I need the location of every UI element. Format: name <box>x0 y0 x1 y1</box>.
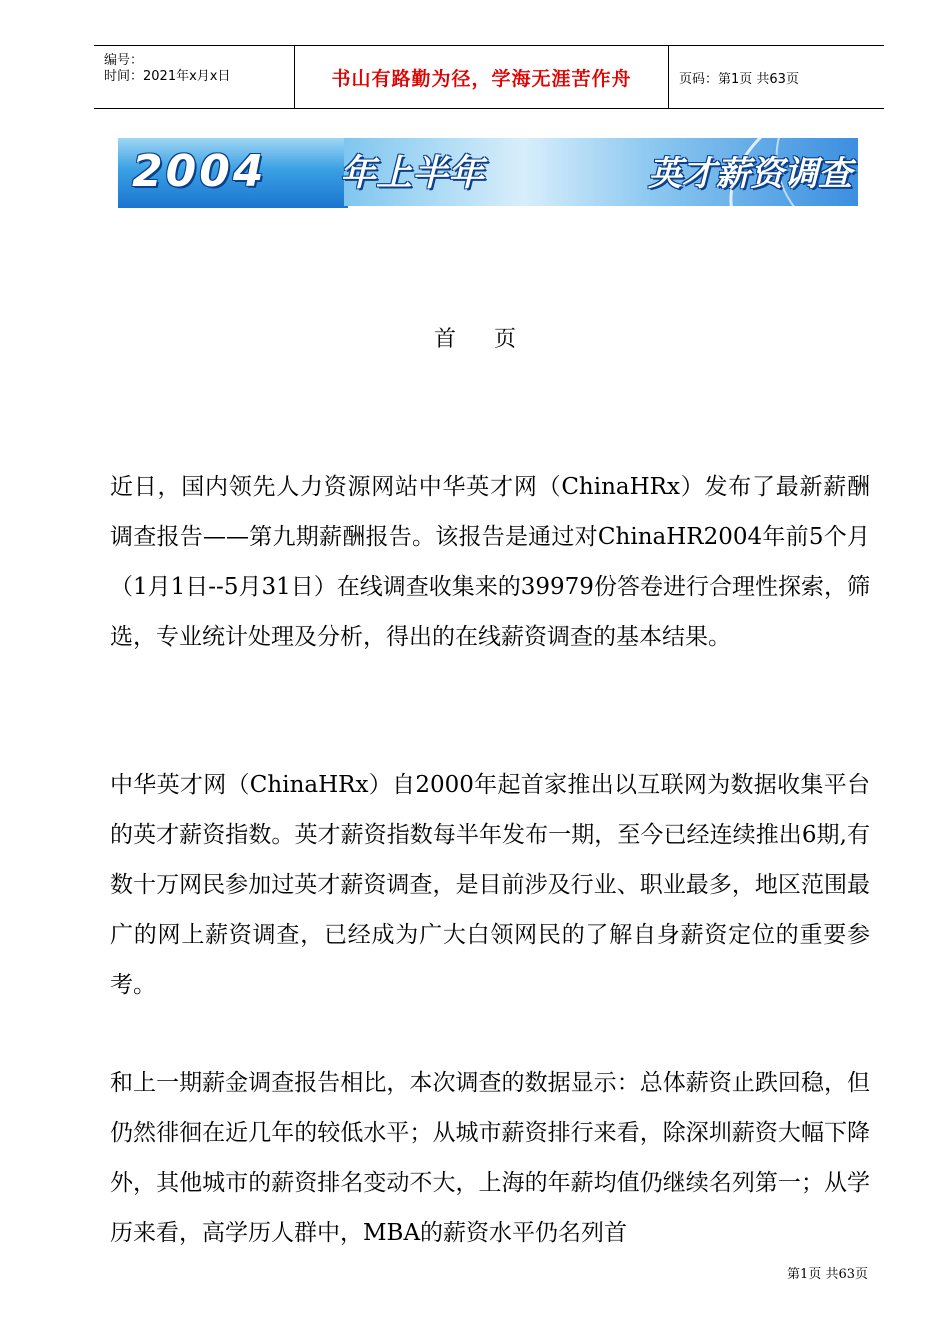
banner-image <box>118 138 858 208</box>
banner-survey-title: 英才薪资调查 <box>648 154 852 194</box>
time-label: 时间：2021年x月x日 <box>104 69 231 84</box>
motto-text: 书山有路勤为径，学海无涯苦作舟 <box>295 46 669 108</box>
page-footer: 第1页 共63页 <box>787 1267 868 1282</box>
page-title-text: 首页 <box>433 327 554 352</box>
page-info: 页码：第1页 共63页 <box>679 71 799 87</box>
page-title <box>0 322 950 353</box>
paragraph: 近日，国内领先人力资源网站中华英才网（ChinaHRx）发布了最新薪酬调查报告——第九期薪酬报告。该报告是通过对ChinaHR2004年前5个月（1月1日--5月31日）在线调查收集来的39979份答卷进行合理性探索，筛选，专业统计处理及分析，得出的在线薪资调查的基本结果。 <box>110 474 870 650</box>
paragraph: 和上一期薪金调查报告相比，本次调查的数据显示：总体薪资止跌回稳，但仍然徘徊在近几年的较低水平；从城市薪资排行来看，除深圳薪资大幅下降外，其他城市的薪资排名变动不大，上海的年薪均值仍继续名列第一；从学历来看，高学历人群中，MBA的薪资水平仍名列首 <box>110 1070 870 1246</box>
banner-year: 2004 <box>132 146 267 197</box>
header-table <box>94 45 884 109</box>
banner-half-year: 年上半年 <box>340 153 485 194</box>
paragraph: 中华英才网（ChinaHRx）自2000年起首家推出以互联网为数据收集平台的英才薪资指数。英才薪资指数每半年发布一期，至今已经连续推出6期,有数十万网民参加过英才薪资调查，是目前涉及行业、职业最多，地区范围最广的网上薪资调查，已经成为广大白领网民的了解自身薪资定位的重要参考。 <box>110 772 870 998</box>
number-label: 编号： <box>104 53 144 68</box>
header-meta-cell <box>94 46 295 108</box>
